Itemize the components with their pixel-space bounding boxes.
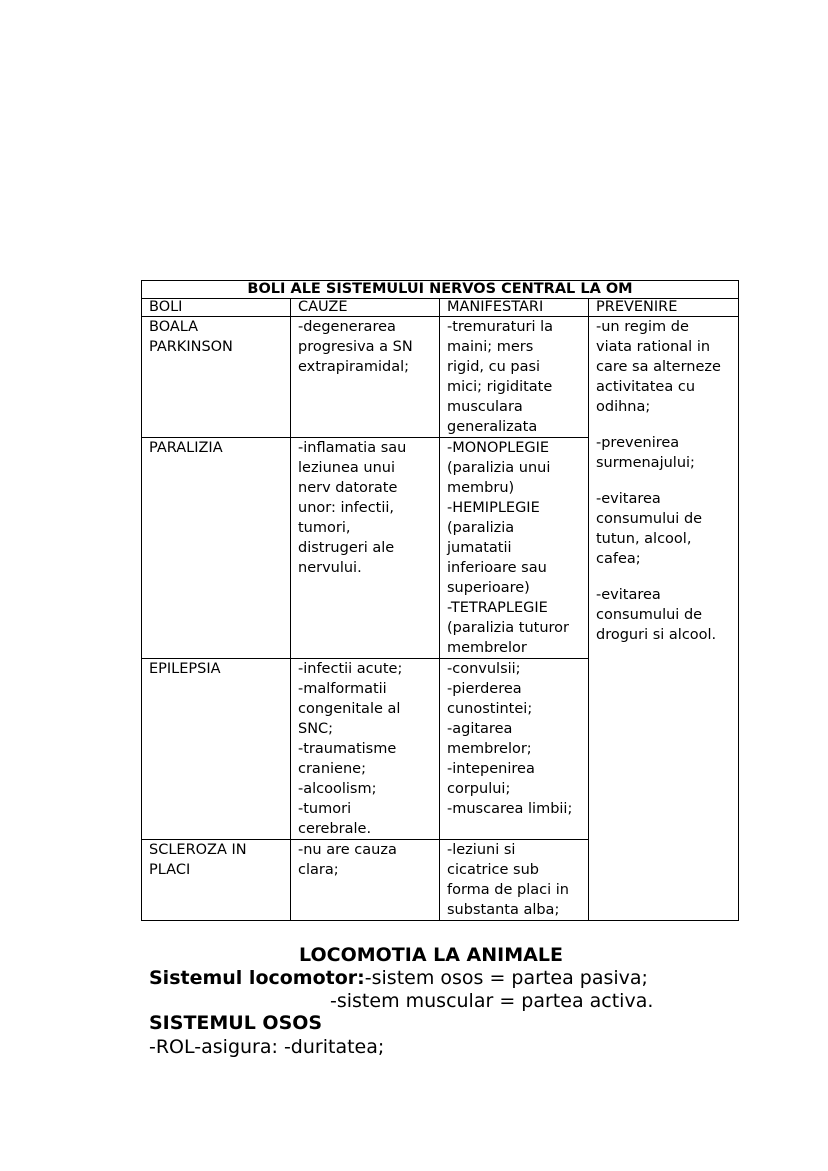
cell-line: clara; <box>298 862 339 878</box>
cell-line: PLACI <box>149 862 191 878</box>
table-title-row <box>142 281 739 299</box>
prevenire-line: cafea; <box>596 551 641 567</box>
cell-line: -MONOPLEGIE <box>447 440 550 456</box>
cell-line: SCLEROZA IN <box>149 842 247 858</box>
cell-line: -TETRAPLEGIE <box>447 600 548 616</box>
cell-line: maini; mers <box>447 339 534 355</box>
cell-line: PARKINSON <box>149 339 233 355</box>
cell-line: BOALA <box>149 319 199 335</box>
cell-line: -pierderea <box>447 681 522 697</box>
cell-line: membrelor <box>447 640 527 656</box>
locomotor-passive: -sistem osos = partea pasiva; <box>364 967 648 989</box>
cell-line: craniene; <box>298 761 366 777</box>
prevenire-line: droguri si alcool. <box>596 627 717 643</box>
cell-line: (paralizia tuturor <box>447 620 570 636</box>
cell-cauze <box>291 659 440 840</box>
cell-line: extrapiramidal; <box>298 359 410 375</box>
cell-line: distrugeri ale <box>298 540 395 556</box>
cell-line: forma de placi in <box>447 882 569 898</box>
cell-manifestari <box>440 438 589 659</box>
prevenire-line: -evitarea <box>596 491 661 507</box>
cell-boala <box>142 438 291 659</box>
cell-prevenire <box>589 317 739 921</box>
cell-line: cicatrice sub <box>447 862 539 878</box>
cell-line: EPILEPSIA <box>149 661 221 677</box>
prevenire-line: -evitarea <box>596 587 661 603</box>
cell-line: -HEMIPLEGIE <box>447 500 540 516</box>
cell-cauze <box>291 317 440 438</box>
cell-line: nervului. <box>298 560 362 576</box>
locomotor-line <box>149 966 648 990</box>
table-header-row <box>142 299 739 317</box>
table-row <box>142 317 739 438</box>
table-title: BOLI ALE SISTEMULUI NERVOS CENTRAL LA OM <box>142 281 739 299</box>
locomotor-label: Sistemul locomotor: <box>149 967 365 989</box>
cell-line: -muscarea limbii; <box>447 801 573 817</box>
prevenire-line: surmenajului; <box>596 455 695 471</box>
cell-boala <box>142 659 291 840</box>
diseases-table <box>141 280 739 921</box>
cell-line: (paralizia unui <box>447 460 551 476</box>
cell-line: cunostintei; <box>447 701 533 717</box>
cell-line: (paralizia <box>447 520 515 536</box>
cell-line: congenitale al <box>298 701 401 717</box>
cell-line: mici; rigiditate <box>447 379 553 395</box>
cell-line: -inflamatia sau <box>298 440 407 456</box>
cell-line: -malformatii <box>298 681 387 697</box>
prevenire-line: care sa alterneze <box>596 359 721 375</box>
cell-line: generalizata <box>447 419 538 435</box>
cell-line: -tumori <box>298 801 352 817</box>
prevenire-line: -prevenirea <box>596 435 680 451</box>
cell-cauze <box>291 840 440 921</box>
cell-cauze <box>291 438 440 659</box>
cell-line: membrelor; <box>447 741 532 757</box>
cell-line: -nu are cauza <box>298 842 397 858</box>
cell-line: membru) <box>447 480 515 496</box>
header-cauze: CAUZE <box>291 299 440 317</box>
cell-boala <box>142 317 291 438</box>
header-prevenire: PREVENIRE <box>589 299 739 317</box>
cell-line: inferioare sau <box>447 560 547 576</box>
header-boli: BOLI <box>142 299 291 317</box>
header-manifestari: MANIFESTARI <box>440 299 589 317</box>
cell-line: jumatatii <box>447 540 512 556</box>
cell-line: tumori, <box>298 520 351 536</box>
cell-line: nerv datorate <box>298 480 398 496</box>
cell-line: rigid, cu pasi <box>447 359 541 375</box>
rol-line: -ROL-asigura: -duritatea; <box>149 1036 385 1058</box>
cell-manifestari <box>440 659 589 840</box>
locomotor-active: -sistem muscular = partea activa. <box>330 990 654 1012</box>
cell-line: leziunea unui <box>298 460 395 476</box>
cell-line: SNC; <box>298 721 334 737</box>
cell-boala <box>142 840 291 921</box>
cell-line: unor: infectii, <box>298 500 395 516</box>
prevenire-line: odihna; <box>596 399 651 415</box>
cell-line: -traumatisme <box>298 741 397 757</box>
cell-manifestari <box>440 317 589 438</box>
prevenire-line: viata rational in <box>596 339 711 355</box>
cell-line: -agitarea <box>447 721 513 737</box>
prevenire-line: -un regim de <box>596 319 689 335</box>
cell-line: PARALIZIA <box>149 440 223 456</box>
cell-line: substanta alba; <box>447 902 560 918</box>
cell-line: -intepenirea <box>447 761 535 777</box>
prevenire-line: consumului de <box>596 607 703 623</box>
cell-line: -infectii acute; <box>298 661 403 677</box>
prevenire-line: consumului de <box>596 511 703 527</box>
cell-line: -alcoolism; <box>298 781 377 797</box>
cell-line: progresiva a SN <box>298 339 413 355</box>
prevenire-line: activitatea cu <box>596 379 696 395</box>
prevenire-line: tutun, alcool, <box>596 531 692 547</box>
cell-line: -degenerarea <box>298 319 396 335</box>
section-title: LOCOMOTIA LA ANIMALE <box>299 944 563 966</box>
cell-line: -leziuni si <box>447 842 516 858</box>
cell-line: -convulsii; <box>447 661 521 677</box>
cell-line: musculara <box>447 399 523 415</box>
cell-line: -tremuraturi la <box>447 319 554 335</box>
cell-line: superioare) <box>447 580 530 596</box>
cell-line: corpului; <box>447 781 511 797</box>
osos-heading: SISTEMUL OSOS <box>149 1012 323 1034</box>
cell-line: cerebrale. <box>298 821 372 837</box>
cell-manifestari <box>440 840 589 921</box>
